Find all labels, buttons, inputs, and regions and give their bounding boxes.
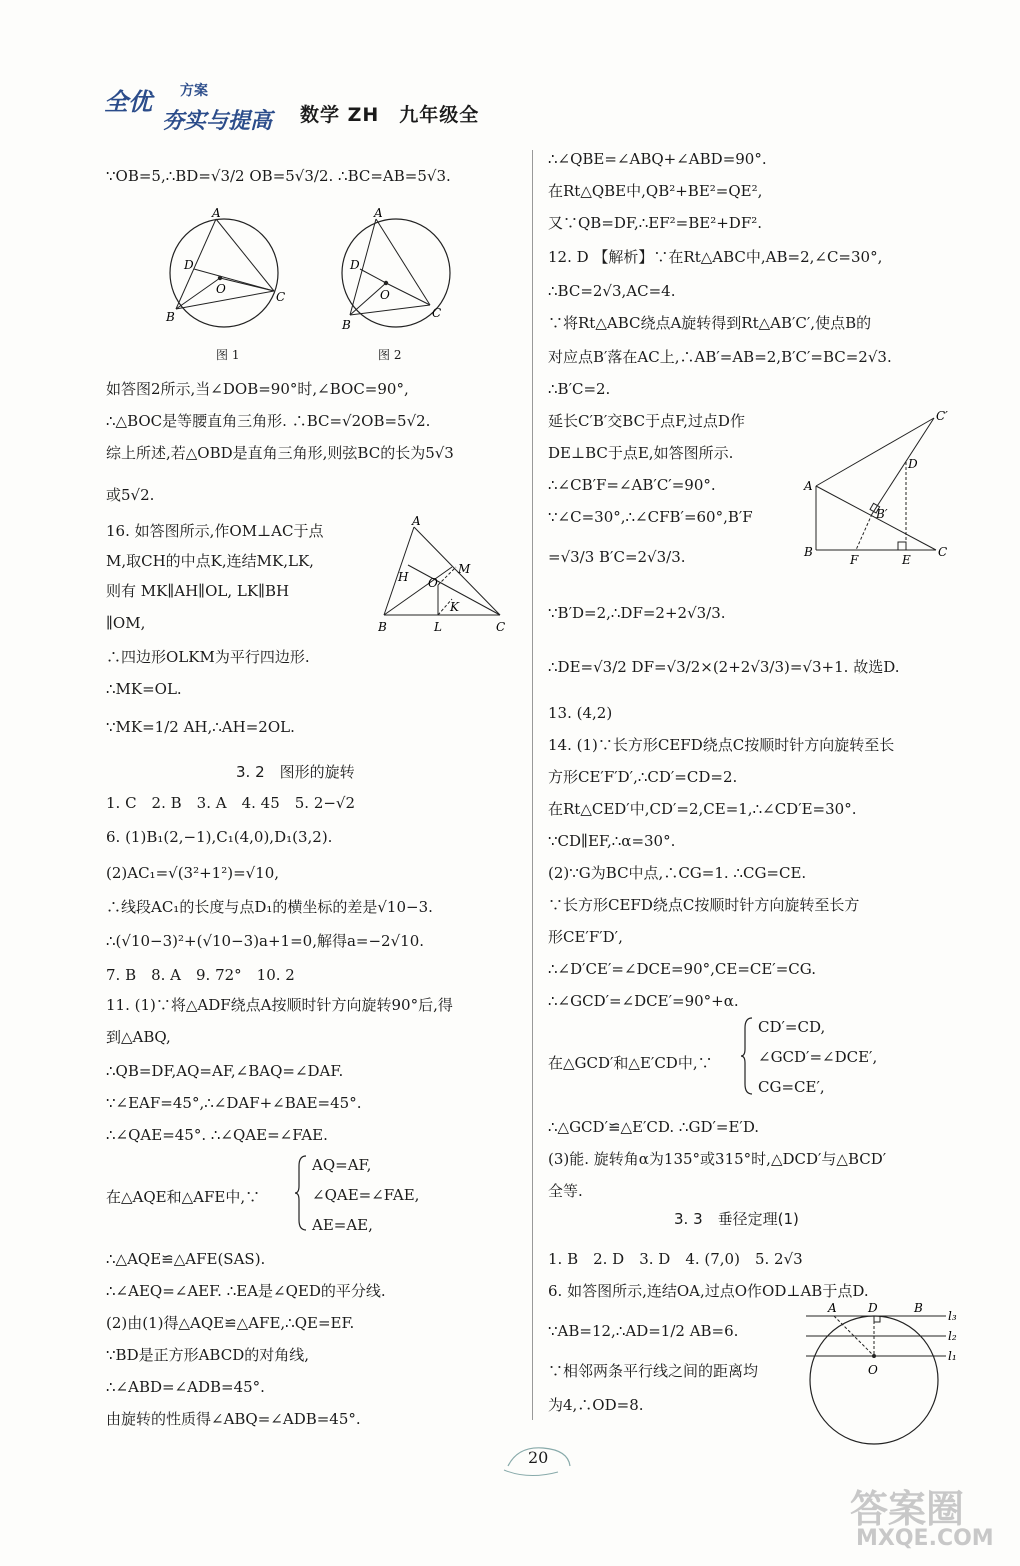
brand-logo: [100, 78, 280, 138]
figure-q16: [378, 515, 518, 644]
left-text-line: ∴∠AEQ=∠AEF. ∴EA是∠QED的平分线.: [106, 1282, 386, 1300]
svg-text:D: D: [868, 1301, 878, 1315]
right_brace-item: CG=CE′,: [758, 1078, 825, 1096]
right-text-line: ∴DE=√3/2 DF=√3/2×(2+2√3/3)=√3+1. 故选D.: [548, 658, 900, 676]
right-text-line: 在Rt△CED′中,CD′=2,CE=1,∴∠CD′E=30°.: [548, 800, 857, 818]
left-text-line: ∴△AQE≌△AFE(SAS).: [106, 1250, 266, 1268]
svg-text:H: H: [398, 570, 409, 584]
right-text-line: ∵AB=12,∴AD=1/2 AB=6.: [548, 1322, 739, 1340]
left-text-line: ∵MK=1/2 AH,∴AH=2OL.: [106, 718, 295, 736]
figure-q12: [802, 410, 952, 574]
left-text-line: ∴△BOC是等腰直角三角形. ∴BC=√2OB=5√2.: [106, 412, 431, 430]
watermark-title: 答案圈: [850, 1487, 965, 1531]
page-number: 20: [528, 1448, 549, 1467]
left-text-line: ∥OM,: [106, 614, 146, 632]
left-text-line: ∴QB=DF,AQ=AF,∠BAQ=∠DAF.: [106, 1062, 344, 1080]
right-text-line: 14. (1)∵长方形CEFD绕点C按顺时针方向旋转至长: [548, 736, 895, 754]
svg-text:B: B: [166, 310, 175, 324]
left-text-line: 1. C 2. B 3. A 4. 45 5. 2−√2: [106, 794, 356, 812]
logo-part-2: 方案: [180, 83, 208, 99]
watermark-url: MXQE.COM: [856, 1526, 994, 1551]
right-text-line: ∵将Rt△ABC绕点A旋转得到Rt△AB′C′,使点B的: [548, 314, 872, 332]
right-text-line: 方形CE′F′D′,∴CD′=CD=2.: [548, 768, 738, 786]
svg-text:C: C: [938, 545, 948, 559]
svg-text:A: A: [374, 206, 383, 220]
right-text-line: ∴B′C=2.: [548, 380, 611, 398]
svg-text:B: B: [914, 1301, 923, 1315]
figure-2-caption: 图 2: [378, 348, 402, 362]
left-text-line: M,取CH的中点K,连结MK,LK,: [106, 552, 314, 570]
right-text-line: ∵相邻两条平行线之间的距离均: [548, 1362, 759, 1380]
right-text-line: =√3/3 B′C=2√3/3.: [548, 548, 686, 566]
section-title-3-3: 3. 3 垂径定理(1): [674, 1210, 799, 1228]
svg-text:A: A: [804, 479, 813, 493]
svg-text:F: F: [850, 553, 859, 567]
right-text-line: ∴△GCD′≌△E′CD. ∴GD′=E′D.: [548, 1118, 760, 1136]
svg-text:O: O: [216, 282, 226, 296]
left-text-line: ∴线段AC₁的长度与点D₁的横坐标的差是√10−3.: [106, 898, 433, 916]
svg-text:B: B: [378, 620, 387, 634]
svg-text:C: C: [432, 306, 442, 320]
right-text-line: ∴∠GCD′=∠DCE′=90°+α.: [548, 992, 739, 1010]
left-text-line: (2)由(1)得△AQE≌△AFE,∴QE=EF.: [106, 1314, 355, 1332]
svg-text:B: B: [804, 545, 813, 559]
page-header: 数学 ZH 九年级全: [300, 104, 480, 126]
left-brace-group: [294, 1154, 308, 1236]
right-text-line: ∴∠CB′F=∠AB′C′=90°.: [548, 476, 716, 494]
figure-2: [336, 205, 466, 339]
figure-1-caption: 图 1: [216, 348, 240, 362]
right-text-line: ∴∠D′CE′=∠DCE=90°,CE=CE′=CG.: [548, 960, 816, 978]
left-text-line: 在△AQE和△AFE中,∵: [106, 1188, 261, 1206]
svg-text:E: E: [902, 553, 911, 567]
right-text-line: ∵长方形CEFD绕点C按顺时针方向旋转至长方: [548, 896, 860, 914]
right-text-line: (2)∵G为BC中点,∴CG=1. ∴CG=CE.: [548, 864, 807, 882]
left-text-line: 11. (1)∵将△ADF绕点A按顺时针方向旋转90°后,得: [106, 996, 453, 1014]
left_brace-item: AQ=AF,: [312, 1156, 372, 1174]
figure-1: [164, 205, 294, 339]
left-text-line: ∵OB=5,∴BD=√3/2 OB=5√3/2. ∴BC=AB=5√3.: [106, 167, 451, 185]
svg-text:B: B: [342, 318, 351, 332]
left-text-line: 由旋转的性质得∠ABQ=∠ADB=45°.: [106, 1410, 361, 1428]
figure-q6-circle: [806, 1300, 966, 1464]
svg-text:B′: B′: [876, 507, 888, 521]
svg-text:O: O: [380, 288, 390, 302]
left-text-line: ∴MK=OL.: [106, 680, 182, 698]
right-brace-group: [740, 1016, 754, 1100]
right-text-line: 1. B 2. D 3. D 4. (7,0) 5. 2√3: [548, 1250, 803, 1268]
svg-text:O: O: [868, 1363, 878, 1377]
svg-text:A: A: [828, 1301, 837, 1315]
right-text-line: ∴BC=2√3,AC=4.: [548, 282, 676, 300]
left-text-line: ∵∠EAF=45°,∴∠DAF+∠BAE=45°.: [106, 1094, 362, 1112]
svg-text:L: L: [434, 620, 442, 634]
left-text-line: 或5√2.: [106, 486, 155, 504]
left-text-line: 如答图2所示,当∠DOB=90°时,∠BOC=90°,: [106, 380, 409, 398]
svg-text:D: D: [184, 258, 194, 272]
watermark: [850, 1478, 994, 1558]
left-text-line: ∵BD是正方形ABCD的对角线,: [106, 1346, 309, 1364]
right-text-line: 为4,∴OD=8.: [548, 1396, 644, 1414]
right-text-line: 对应点B′落在AC上,∴AB′=AB=2,B′C′=BC=2√3.: [548, 348, 892, 366]
right-text-line: 12. D 【解析】∵在Rt△ABC中,AB=2,∠C=30°,: [548, 248, 883, 266]
right-text-line: DE⊥BC于点E,如答图所示.: [548, 444, 734, 462]
right-text-line: 13. (4,2): [548, 704, 613, 722]
left-text-line: ∴四边形OLKM为平行四边形.: [106, 648, 310, 666]
svg-text:C: C: [496, 620, 506, 634]
svg-text:K: K: [450, 600, 459, 614]
left-text-line: 综上所述,若△OBD是直角三角形,则弦BC的长为5√3: [106, 444, 454, 462]
svg-text:C′: C′: [936, 410, 948, 423]
left-text-line: ∴∠QAE=45°. ∴∠QAE=∠FAE.: [106, 1126, 328, 1144]
svg-text:l₁: l₁: [948, 1349, 957, 1363]
logo-part-1: 全优: [104, 88, 152, 116]
svg-text:A: A: [412, 515, 421, 528]
right-text-line: ∵CD∥EF,∴α=30°.: [548, 832, 676, 850]
svg-text:D: D: [350, 258, 360, 272]
right-text-line: 在Rt△QBE中,QB²+BE²=QE²,: [548, 182, 763, 200]
right-text-line: ∵∠C=30°,∴∠CFB′=60°,B′F: [548, 508, 753, 526]
right-text-line: 在△GCD′和△E′CD中,∵: [548, 1054, 713, 1072]
right-text-line: 全等.: [548, 1182, 583, 1200]
left-text-line: 7. B 8. A 9. 72° 10. 2: [106, 966, 295, 984]
left_brace-item: AE=AE,: [312, 1216, 373, 1234]
logo-part-3: 夯实与提高: [162, 109, 273, 134]
svg-text:l₃: l₃: [948, 1309, 957, 1323]
left-text-line: 16. 如答图所示,作OM⊥AC于点: [106, 522, 324, 540]
right-text-line: 延长C′B′交BC于点F,过点D作: [548, 412, 745, 430]
right_brace-item: ∠GCD′=∠DCE′,: [758, 1048, 878, 1066]
left-text-line: 到△ABQ,: [106, 1028, 171, 1046]
right-text-line: ∴∠QBE=∠ABQ+∠ABD=90°.: [548, 150, 767, 168]
svg-text:O: O: [428, 576, 438, 590]
right-text-line: 又∵QB=DF,∴EF²=BE²+DF².: [548, 214, 763, 232]
right-text-line: (3)能. 旋转角α为135°或315°时,△DCD′与△BCD′: [548, 1150, 887, 1168]
left_brace-item: ∠QAE=∠FAE,: [312, 1186, 420, 1204]
svg-text:A: A: [212, 206, 221, 220]
svg-text:D: D: [908, 457, 918, 471]
left-text-line: ∴(√10−3)²+(√10−3)a+1=0,解得a=−2√10.: [106, 932, 425, 950]
right_brace-item: CD′=CD,: [758, 1018, 826, 1036]
right-text-line: 形CE′F′D′,: [548, 928, 623, 946]
column-divider: [532, 150, 533, 1420]
left-text-line: 6. (1)B₁(2,−1),C₁(4,0),D₁(3,2).: [106, 828, 333, 846]
left-text-line: ∴∠ABD=∠ADB=45°.: [106, 1378, 265, 1396]
svg-text:M: M: [458, 562, 471, 576]
section-title-3-2: 3. 2 图形的旋转: [236, 763, 355, 781]
right-text-line: 6. 如答图所示,连结OA,过点O作OD⊥AB于点D.: [548, 1282, 869, 1300]
svg-text:l₂: l₂: [948, 1329, 957, 1343]
left-text-line: 则有 MK∥AH∥OL, LK∥BH: [106, 582, 290, 600]
right-text-line: ∵B′D=2,∴DF=2+2√3/3.: [548, 604, 726, 622]
left-text-line: (2)AC₁=√(3²+1²)=√10,: [106, 864, 280, 882]
svg-text:C: C: [276, 290, 286, 304]
